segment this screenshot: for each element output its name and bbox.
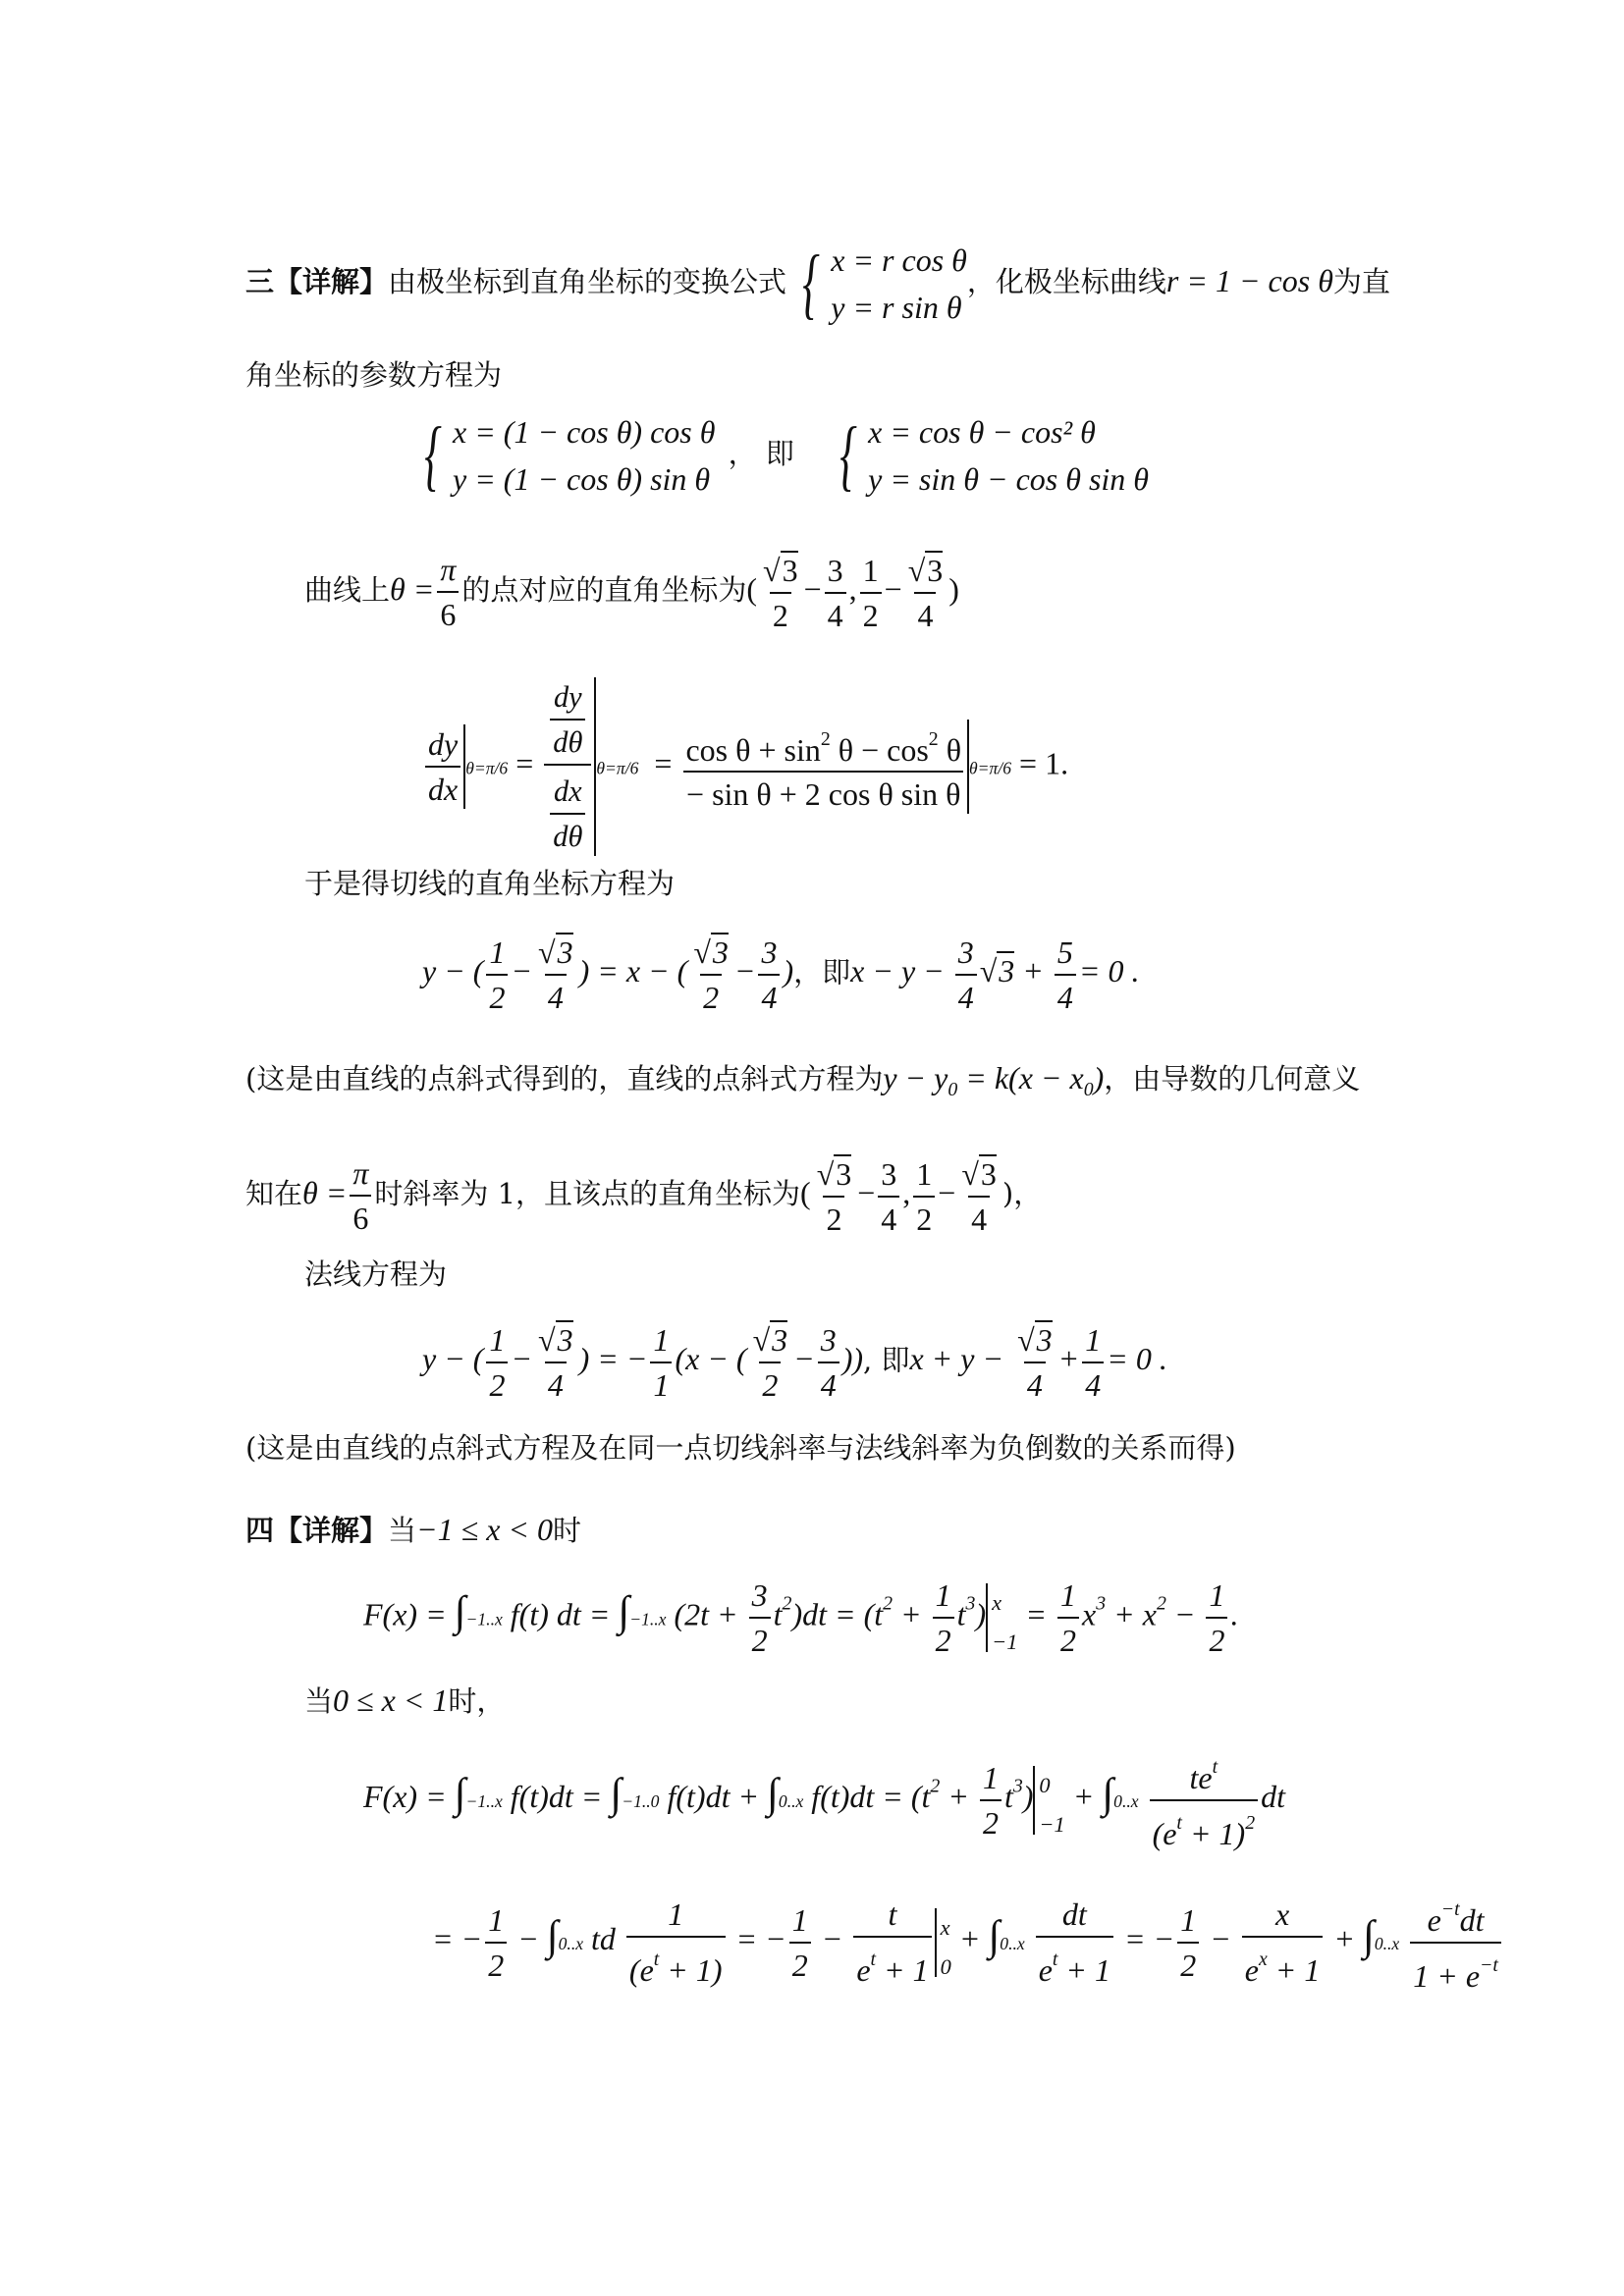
note1b: ，由导数的几何意义 <box>1104 1062 1361 1095</box>
F-eq-3: = − $\frac{1}{2}$ − ∫0..x td $\frac{1}{(e^t + 1)}$ = − $\frac{1}{2}$ − $\frac{t}{e^t + 1}$ x 0 + ∫0..x $\frac{dt}{e^t + 1}$ = − $\frac{1}{2}$ − $\frac{x}{e^x + 1}$ + ∫0..x $\frac{e^{-t}dt}{1 + e^{-t}}$ <box>432 1890 1504 1996</box>
polar-transform-system: { x = r cos θ y = r sin θ <box>802 240 967 327</box>
ji-label: ， 即 <box>728 437 794 470</box>
s3-tail: 为直 <box>1332 265 1390 298</box>
s3-heading: 三【详解】 <box>245 265 389 298</box>
derivative-equation: $\frac{dy}{dx}$ θ=π/6 = $\frac{\frac{dy}{d\theta}}{\frac{dx}{d\theta}}$ θ=π/6 = $\frac{\cos \theta + \sin^2 \theta - \cos^2 \theta}{\text{− sin θ + 2 cos θ sin θ}}$ θ=π/6 = 1. <box>422 677 1068 856</box>
sys1-y: y = r sin θ <box>831 290 962 325</box>
case1c: 时 <box>552 1514 581 1547</box>
sys3-y: y = sin θ − cos θ sin θ <box>868 461 1149 497</box>
param-system-2: { x = cos θ − cos² θ y = sin θ − cos θ sin θ <box>839 412 1149 499</box>
F-eq-2: F(x) = ∫−1..x f(t)dt = ∫−1..0 f(t)dt + ∫0..x $f(t)dt = (t^2$ + $\frac{1}{2}$ $t^3$) 0 −1 + ∫0..x $\frac{te^t}{(e^t + 1)^2}$ dt <box>363 1756 1285 1851</box>
normal-intro: 法线方程为 <box>304 1257 448 1291</box>
s4-line2 <box>304 1681 505 1721</box>
param-systems <box>417 412 1149 499</box>
F-eq-1: F(x) = ∫−1..x f(t) dt = ∫−1..x (2t + $\frac{3}{2}$ $t^2)dt = (t^2$ + $\frac{1}{2}$ $t^3$) x −1 = $\frac{1}{2}$ $x^3 + x^2$ − $\frac{1}{2}$ . <box>363 1577 1239 1658</box>
frac-pi-6: $\frac{\pi}{6}$ <box>437 550 459 634</box>
note1: (这是由直线的点斜式得到的，直线的点斜式方程为$y - y_0 = k(x - x_0)$，由导数的几何意义 <box>245 1060 1361 1100</box>
normal-ji: , 即 <box>863 1343 910 1377</box>
sys1-x: x = r cos θ <box>831 242 967 278</box>
s4-heading: 四【详解】 <box>245 1514 389 1547</box>
param-system-1: { x = (1 − cos θ) cos θ y = (1 − cos θ) sin θ <box>424 412 716 499</box>
case2a: 当 <box>304 1684 334 1718</box>
s3-line1 <box>245 240 1390 327</box>
tangent-ji: ，即 <box>793 955 851 989</box>
normal-equation: y − ( $\frac{1}{2}$ − $\frac{√3}{4}$ ) = − $\frac{1}{1}$ (x − ( $\frac{√3}{2}$ − $\frac{3}{4}$ )), 即x + y − $\frac{√3}{4}$ + $\frac{1}{4}$ = 0 . <box>422 1322 1167 1403</box>
s3-line2: 角坐标的参数方程为 <box>245 358 503 392</box>
sys2-x: x = (1 − cos θ) cos θ <box>453 414 716 450</box>
note2: 知在θ = $\frac{\pi}{6}$ 时斜率为 1，且该点的直角坐标为( $\frac{√3}{2}$ − $\frac{3}{4}$ , $\frac{1}{2}$ − $\frac{√3}{4}$ )， <box>245 1155 1043 1237</box>
note2c: )， <box>1001 1177 1043 1210</box>
s4-line1 <box>245 1510 581 1550</box>
s3-mid: ，化极坐标曲线 <box>966 265 1166 298</box>
tangent-intro: 于是得切线的直角坐标方程为 <box>304 867 676 900</box>
point-line: 曲线上θ = $\frac{\pi}{6}$ 的点对应的直角坐标为( $\frac{√3}{2}$ − $\frac{3}{4}$ , $\frac{1}{2}$ − $\frac{√3}{4}$ ) <box>304 552 959 633</box>
polar-curve: r = 1 − cos θ <box>1165 263 1333 298</box>
case2c: 时， <box>448 1684 506 1718</box>
pt-text1: 曲线上 <box>304 573 391 607</box>
note1a: (这是由直线的点斜式得到的，直线的点斜式方程为 <box>245 1062 884 1095</box>
case1b: −1 ≤ x < 0 <box>416 1512 553 1547</box>
tangent-equation: y − ( $\frac{1}{2}$ − $\frac{√3}{4}$ ) = x − ( $\frac{√3}{2}$ − $\frac{3}{4}$ )，即x − y − $\frac{3}{4}$ √3 + $\frac{5}{4}$ = 0 . <box>422 934 1140 1015</box>
pt-text2: 的点对应的直角坐标为 <box>461 573 747 607</box>
sys3-x: x = cos θ − cos² θ <box>868 414 1096 450</box>
case2b: 0 ≤ x < 1 <box>333 1682 449 1718</box>
note2b: 时斜率为 1，且该点的直角坐标为 <box>374 1177 801 1210</box>
sys2-y: y = (1 − cos θ) sin θ <box>453 461 711 497</box>
s3-intro: 由极坐标到直角坐标的变换公式 <box>388 265 787 298</box>
note2a: 知在 <box>245 1177 303 1210</box>
case1a: 当 <box>388 1514 417 1547</box>
note3: (这是由直线的点斜式方程及在同一点切线斜率与法线斜率为负倒数的关系而得) <box>245 1431 1236 1465</box>
